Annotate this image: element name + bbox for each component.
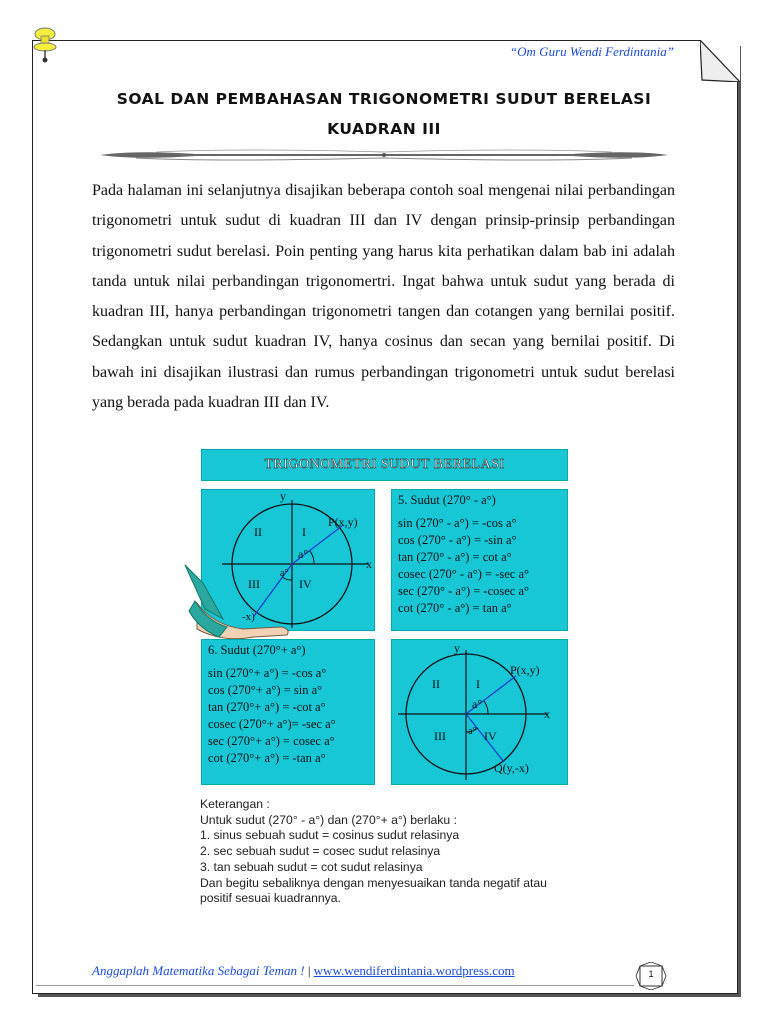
formula-panel-270-minus — [391, 489, 568, 631]
quadrant-2-label: II — [432, 677, 440, 691]
document-title-line-1: SOAL DAN PEMBAHASAN TRIGONOMETRI SUDUT BERELASI — [116, 90, 652, 108]
quadrant-1-label: I — [302, 525, 306, 539]
header-quote: “Om Guru Wendi Ferdintania” — [509, 44, 674, 59]
unit-circle-diagram-bottom — [392, 640, 567, 784]
notes-heading: Keterangan : — [200, 797, 270, 811]
point-q-label: -x) — [242, 611, 255, 623]
page-shadow-bottom — [38, 994, 741, 997]
formula-cos: cos (270° - a°) = -sin a° — [398, 533, 517, 547]
footer — [92, 963, 515, 979]
intro-paragraph — [92, 176, 675, 418]
formula-sec: sec (270° - a°) = -cosec a° — [398, 584, 530, 598]
formula-block-270-minus — [398, 492, 529, 617]
formula-sin: sin (270°+ a°) = -cos a° — [208, 666, 327, 680]
point-p-label: P(x,y) — [510, 663, 540, 677]
formula-tan: tan (270°+ a°) = -cot a° — [208, 700, 326, 714]
notes-line: 2. sec sebuah sudut = cosec sudut relasinya — [200, 844, 441, 859]
y-label: y — [280, 490, 286, 503]
angle-label: a° — [298, 547, 309, 561]
figure-title-text: TRIGONOMETRI SUDUT BERELASI — [264, 457, 505, 472]
quadrant-3-label: III — [434, 729, 446, 743]
notes-line: positif sesuai kuadrannya. — [200, 891, 341, 906]
notes-line: 1. sinus sebuah sudut = cosinus sudut relasinya — [200, 828, 460, 843]
formula-cot: cot (270° - a°) = tan a° — [398, 601, 512, 615]
section-5-title: 5. Sudut (270° - a°) — [398, 493, 496, 507]
intro-paragraph-text: Pada halaman ini selanjutnya disajikan beberapa contoh soal mengenai nilai perbandingan trigonometri untuk sudut di kuadran III dan IV dengan prinsip-prinsip perbandingan trigonometri sudut berelasi. Poin penting yang harus kita perhatikan dalam bab ini adalah tanda untuk nilai perbandingan trigonomertri. Ingat bahwa untuk sudut yang berada di kuadran III, hanya perbandingan trigonometri tangen dan cotangen yang bernilai positif. Sedangkan untuk sudut kuadran IV, hanya cosinus dan secan yang bernilai positif. Di bawah ini disajikan ilustrasi dan rumus perbandingan trigonometri untuk sudut berelasi yang berada pada kuadran III dan IV. — [92, 182, 675, 412]
formula-panel-270-plus — [201, 639, 375, 785]
page-number-badge — [632, 962, 670, 990]
y-label: y — [454, 641, 460, 655]
section-6-title: 6. Sudut (270°+ a°) — [208, 643, 306, 657]
footer-separator: | — [304, 963, 314, 978]
formula-tan: tan (270° - a°) = cot a° — [398, 550, 512, 564]
pushpin-icon — [30, 26, 60, 66]
document-title-line-2: KUADRAN III — [327, 120, 441, 138]
notes-line: Dan begitu sebaliknya dengan menyesuaikan tanda negatif atau — [200, 875, 547, 890]
notes-block — [200, 797, 580, 907]
page-fold-corner — [700, 40, 740, 82]
angle-label-2: a° — [468, 726, 477, 737]
footer-motto: Anggaplah Matematika Sebagai Teman ! — [92, 963, 305, 978]
figure-title — [201, 449, 568, 481]
formula-sin: sin (270° - a°) = -cos a° — [398, 516, 517, 530]
page-number: 1 — [648, 969, 654, 979]
point-q-label: Q(y,-x) — [494, 761, 529, 775]
quadrant-3-label: III — [248, 577, 260, 591]
page-shadow-right — [738, 46, 741, 996]
quadrant-2-label: II — [254, 525, 262, 539]
footer-divider — [36, 985, 634, 986]
notes-line: 3. tan sebuah sudut = cot sudut relasinya — [200, 859, 423, 874]
trig-figure — [195, 447, 573, 785]
formula-cos: cos (270°+ a°) = sin a° — [208, 683, 323, 697]
pointing-hand-icon — [183, 563, 293, 649]
diagram-panel-bottom — [391, 639, 568, 785]
notes-line: Untuk sudut (270° - a°) dan (270°+ a°) berlaku : — [200, 812, 457, 827]
formula-cosec: cosec (270°+ a°)= -sec a° — [208, 717, 336, 731]
x-label: x — [544, 707, 550, 721]
footer-website-link[interactable]: www.wendiferdintania.wordpress.com — [313, 963, 515, 978]
formula-sec: sec (270°+ a°) = cosec a° — [208, 734, 335, 748]
formula-block-270-plus — [208, 642, 336, 767]
angle-label-2: a° — [280, 568, 289, 579]
formula-cot: cot (270°+ a°) = -tan a° — [208, 751, 326, 765]
formula-cosec: cosec (270° - a°) = -sec a° — [398, 567, 530, 581]
title-ornament-divider — [96, 148, 672, 162]
quadrant-1-label: I — [476, 677, 480, 691]
angle-label: a° — [472, 697, 483, 711]
quadrant-4-label: IV — [299, 577, 312, 591]
point-p-label: P(x,y) — [328, 515, 358, 529]
x-label: x — [366, 557, 372, 571]
quadrant-4-label: IV — [484, 729, 497, 743]
